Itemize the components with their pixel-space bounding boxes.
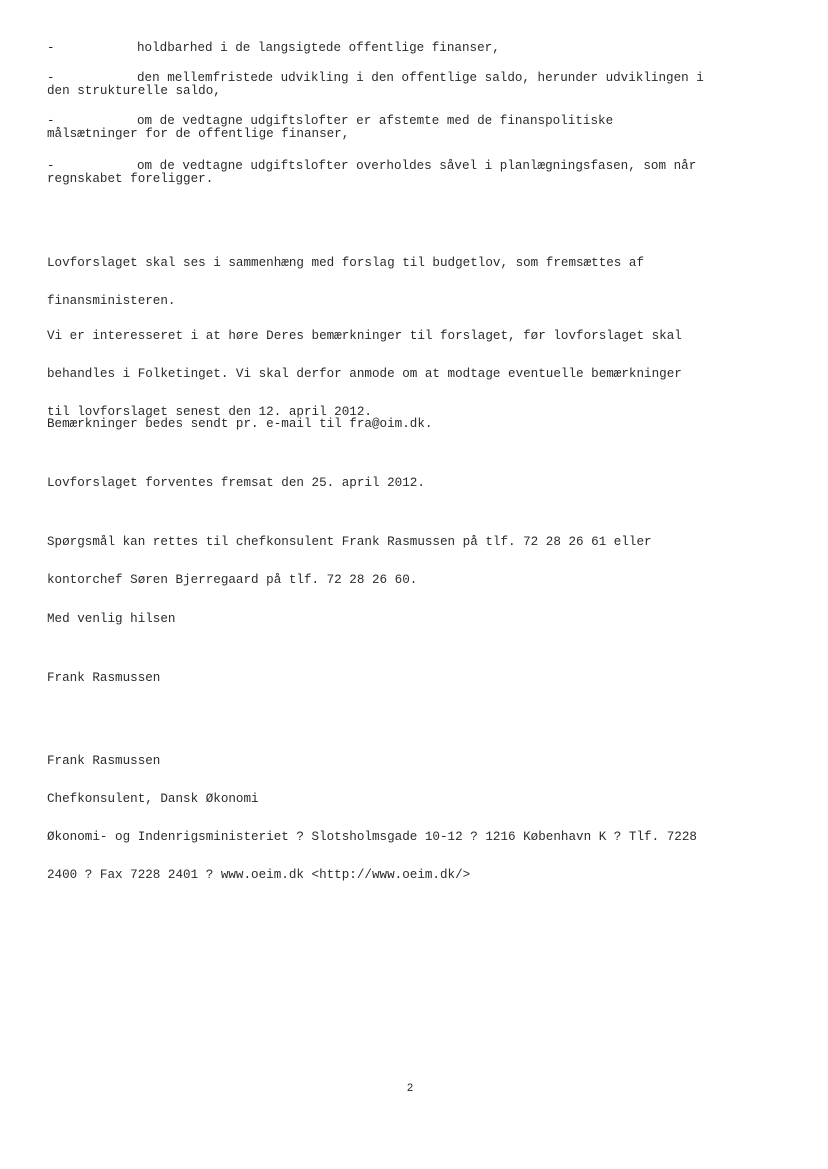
bullet-dash: -	[47, 114, 55, 128]
signature-address-line2: 2400 ? Fax 7228 2401 ? www.oeim.dk <http://www.oeim.dk/>	[47, 867, 471, 882]
bullet-text-line2: den strukturelle saldo,	[47, 84, 221, 98]
bullet-text-line2: målsætninger for de offentlige finanser,	[47, 127, 350, 141]
bullet-dash: -	[47, 159, 55, 173]
paragraph-line: finansministeren.	[47, 293, 176, 308]
paragraph-line: Vi er interesseret i at høre Deres bemærkninger til forslaget, før lovforslaget skal	[47, 329, 682, 344]
signature-address-line1: Økonomi- og Indenrigsministeriet ? Slotsholmsgade 10-12 ? 1216 København K ? Tlf. 7228	[47, 829, 697, 844]
bullet-text-line2: regnskabet foreligger.	[47, 172, 214, 186]
paragraph-line: Spørgsmål kan rettes til chefkonsulent Frank Rasmussen på tlf. 72 28 26 61 eller	[47, 535, 652, 550]
paragraph-line: kontorchef Søren Bjerregaard på tlf. 72 28 26 60.	[47, 572, 418, 587]
page-number: 2	[406, 1082, 414, 1094]
paragraph-line: Lovforslaget skal ses i sammenhæng med forslag til budgetlov, som fremsættes af	[47, 256, 645, 271]
paragraph-expected-date	[47, 452, 777, 515]
bullet-text-line1: holdbarhed i de langsigtede offentlige finanser,	[137, 41, 500, 55]
bullet-text-line1: om de vedtagne udgiftslofter overholdes såvel i planlægningsfasen, som når	[137, 159, 697, 173]
paragraph-line: behandles i Folketinget. Vi skal derfor anmode om at modtage eventuelle bemærkninger	[47, 366, 682, 381]
paragraph-line: Bemærkninger bedes sendt pr. e-mail til fra@oim.dk.	[47, 417, 433, 432]
bullet-text-line1: om de vedtagne udgiftslofter er afstemte med de finanspolitiske	[137, 114, 614, 128]
signature-name: Frank Rasmussen	[47, 754, 161, 769]
paragraph-email	[47, 393, 777, 456]
paragraph-line: Lovforslaget forventes fremsat den 25. april 2012.	[47, 476, 425, 491]
signature-title: Chefkonsulent, Dansk Økonomi	[47, 791, 259, 806]
paragraph-line: til lovforslaget senest den 12. april 2012.	[47, 404, 372, 419]
closing-greeting: Med venlig hilsen	[47, 612, 176, 626]
bullet-dash: -	[47, 71, 55, 85]
bullet-text-line1: den mellemfristede udvikling i den offentlige saldo, herunder udviklingen i	[137, 71, 704, 85]
paragraph-contact	[47, 511, 777, 612]
signature-block	[47, 730, 777, 906]
closing-signature: Frank Rasmussen	[47, 671, 161, 685]
bullet-dash: -	[47, 41, 55, 55]
